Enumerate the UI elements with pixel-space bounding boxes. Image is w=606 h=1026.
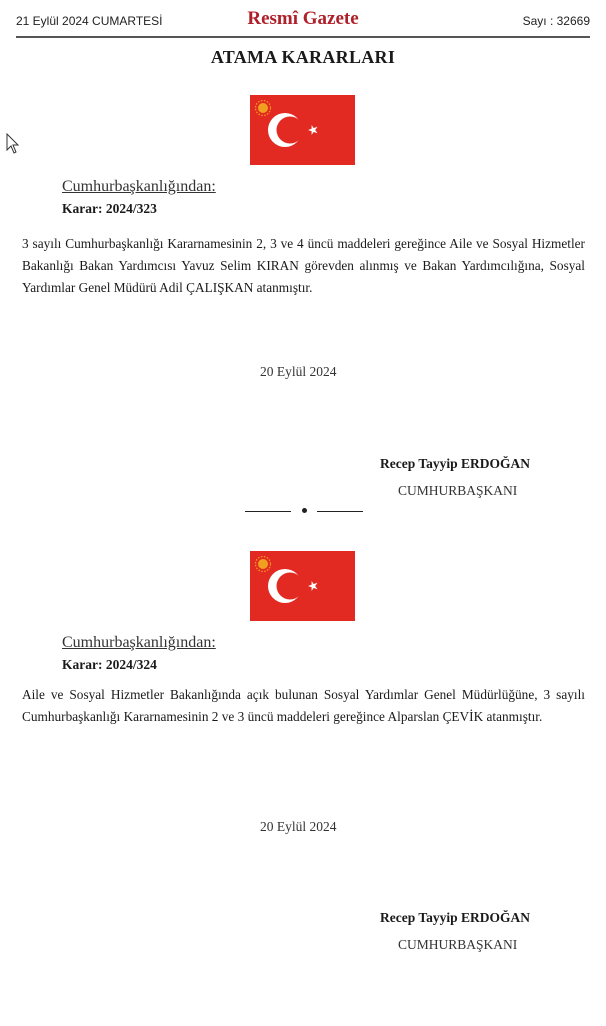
header-date: 21 Eylül 2024 CUMARTESİ (16, 14, 163, 28)
issuer-label: Cumhurbaşkanlığından: (62, 178, 216, 195)
section-title: ATAMA KARARLARI (210, 47, 396, 67)
divider-line (245, 511, 291, 512)
divider-dot (302, 508, 307, 513)
signer-role: CUMHURBAŞKANI (398, 483, 518, 498)
decision-date: 20 Eylül 2024 (260, 364, 337, 379)
decision-text: 3 sayılı Cumhurbaşkanlığı Kararnamesinin 2, 3 ve 4 üncü maddeleri gereğince Aile ve Sosyal Hizmetler Bakanlığı Bakan Yardımcısı Yavuz Selim KIRAN görevden alınmış ve Bakan Yardımcılığına, Sosyal Yardımlar Genel Müdürü Adil ÇALIŞKAN atanmıştır. (22, 236, 585, 295)
signer-name: Recep Tayyip ERDOĞAN (380, 456, 531, 471)
decision-number: Karar: 2024/323 (62, 201, 157, 216)
gazette-title: Resmî Gazete (247, 8, 359, 29)
section-divider (245, 504, 365, 518)
flag-icon (250, 551, 355, 621)
flag-icon (250, 95, 355, 165)
signer-role: CUMHURBAŞKANI (398, 937, 518, 952)
issuer-label: Cumhurbaşkanlığından: (62, 634, 216, 651)
decision-date: 20 Eylül 2024 (260, 819, 337, 834)
signer-name: Recep Tayyip ERDOĞAN (380, 910, 531, 925)
mouse-pointer-icon (6, 133, 22, 155)
gazette-header (16, 8, 590, 38)
divider-line (317, 511, 363, 512)
decision-number: Karar: 2024/324 (62, 657, 157, 672)
issue-number: Sayı : 32669 (522, 14, 590, 28)
decision-text: Aile ve Sosyal Hizmetler Bakanlığında açık bulunan Sosyal Yardımlar Genel Müdürlüğüne, 3 sayılı Cumhurbaşkanlığı Kararnamesinin 2 ve 3 üncü maddeleri gereğince Alparslan ÇEVİK atanmıştır. (22, 687, 585, 724)
